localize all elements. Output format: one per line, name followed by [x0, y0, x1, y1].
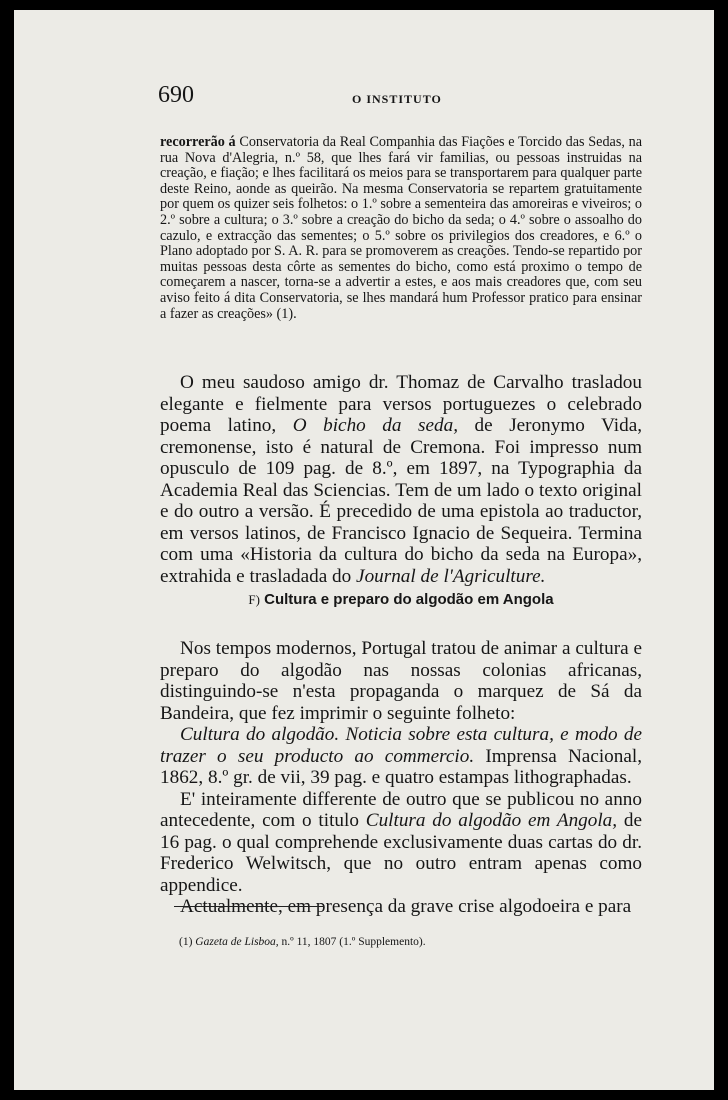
paragraph-text: O meu saudoso amigo dr. Thomaz de Carvalho trasladou elegante e fielmente para versos portuguezes o celebrado poema latino, [160, 372, 642, 436]
page-number: 690 [158, 82, 194, 108]
quote-lead: recorrerão á [160, 134, 236, 150]
body-text-bottom [160, 638, 642, 918]
book-page [14, 10, 714, 1090]
running-title: O INSTITUTO [352, 92, 442, 106]
paragraph [160, 372, 642, 587]
footnote-divider [174, 906, 324, 907]
paragraph-text: de 16 pag. o qual comprehende exclusivamente duas cartas do dr. Frederico Welwitsch, que no outro entram apenas como appendice. [160, 810, 643, 896]
quoted-passage [160, 135, 642, 322]
body-text-top [160, 372, 642, 587]
footnote-source: Gazeta de Lisboa, [195, 936, 279, 948]
quote-text: Conservatoria da Real Companhia das Fiações e Torcido das Sedas, na rua Nova d'Alegria, n.º 58, que lhes fará vir familias, ou pessoas instruidas na creação, e fiação; e lhes facilitará os meios para se transportarem para qualquer parte deste Reino, aonde as queirão. Na mesma Conservatoria se repartem gratuitamente por quem os quizer seis folhetos: o 1.º sobre a sementeira das amoreiras e viveiros; o 2.º sobre a cultura; o 3.º sobre a creação do bicho da seda; o 4.º sobre o assoalho do cazulo, e extracção das sementes; o 5.º sobre os privilegios dos creadores, e 6.º o Plano adoptado por S. A. R. para se promoverem as creações. Tendo-se repartido por muitas pessoas desta côrte as sementes do bicho, como está proximo o tempo de começarem a nascer, torna-se a advertir a estes, e aos mais creadores que, com seu aviso feito á dita Conservatoria, se lhes mandará hum Professor pratico para ensinar a fazer as creações» (1). [160, 134, 643, 322]
section-title: Cultura e preparo do algodão em Angola [264, 591, 554, 608]
paragraph-text: de Jeronymo Vida, cremonense, isto é natural de Cremona. Foi impresso num opusculo de 109 pag. de 8.º, em 1897, na Typographia da Academia Real das Sciencias. Tem de um lado o texto original e do outro a versão. É precedido de uma epistola ao traductor, em versos latinos, de Francisco Ignacio de Sequeira. Termina com uma «Historia da cultura do bicho da seda na Europa», extrahida e trasladada do [160, 415, 643, 587]
section-heading [160, 591, 642, 608]
paragraph: Nos tempos modernos, Portugal tratou de animar a cultura e preparo do algodão nas nossas colonias africanas, distinguindo-se n'esta propaganda o marquez de Sá da Bandeira, que fez imprimir o seguinte folheto: [160, 638, 642, 724]
footnote [179, 936, 639, 948]
book-title: O bicho da seda, [292, 415, 458, 436]
book-title: Cultura do algodão. Noticia sobre esta cultura, e modo de trazer o seu producto ao commercio. [160, 724, 642, 767]
paragraph-text: E' inteiramente differente de outro que se publicou no anno antecedente, com o titulo [160, 788, 642, 831]
footnote-details: n.º 11, 1807 (1.º Supplemento). [281, 936, 426, 948]
paragraph-text: Imprensa Nacional, 1862, 8.º gr. de vii, 39 pag. e quatro estampas lithographadas. [160, 745, 643, 788]
book-title: Cultura do algodão em Angola, [365, 810, 618, 831]
section-marker: F) [248, 592, 260, 607]
paragraph: Actualmente, em presença da grave crise algodoeira e para [180, 896, 632, 917]
paragraph [160, 789, 642, 897]
journal-title: Journal de l'Agriculture. [356, 565, 546, 587]
paragraph [160, 724, 642, 789]
footnote-marker: (1) [179, 936, 193, 948]
